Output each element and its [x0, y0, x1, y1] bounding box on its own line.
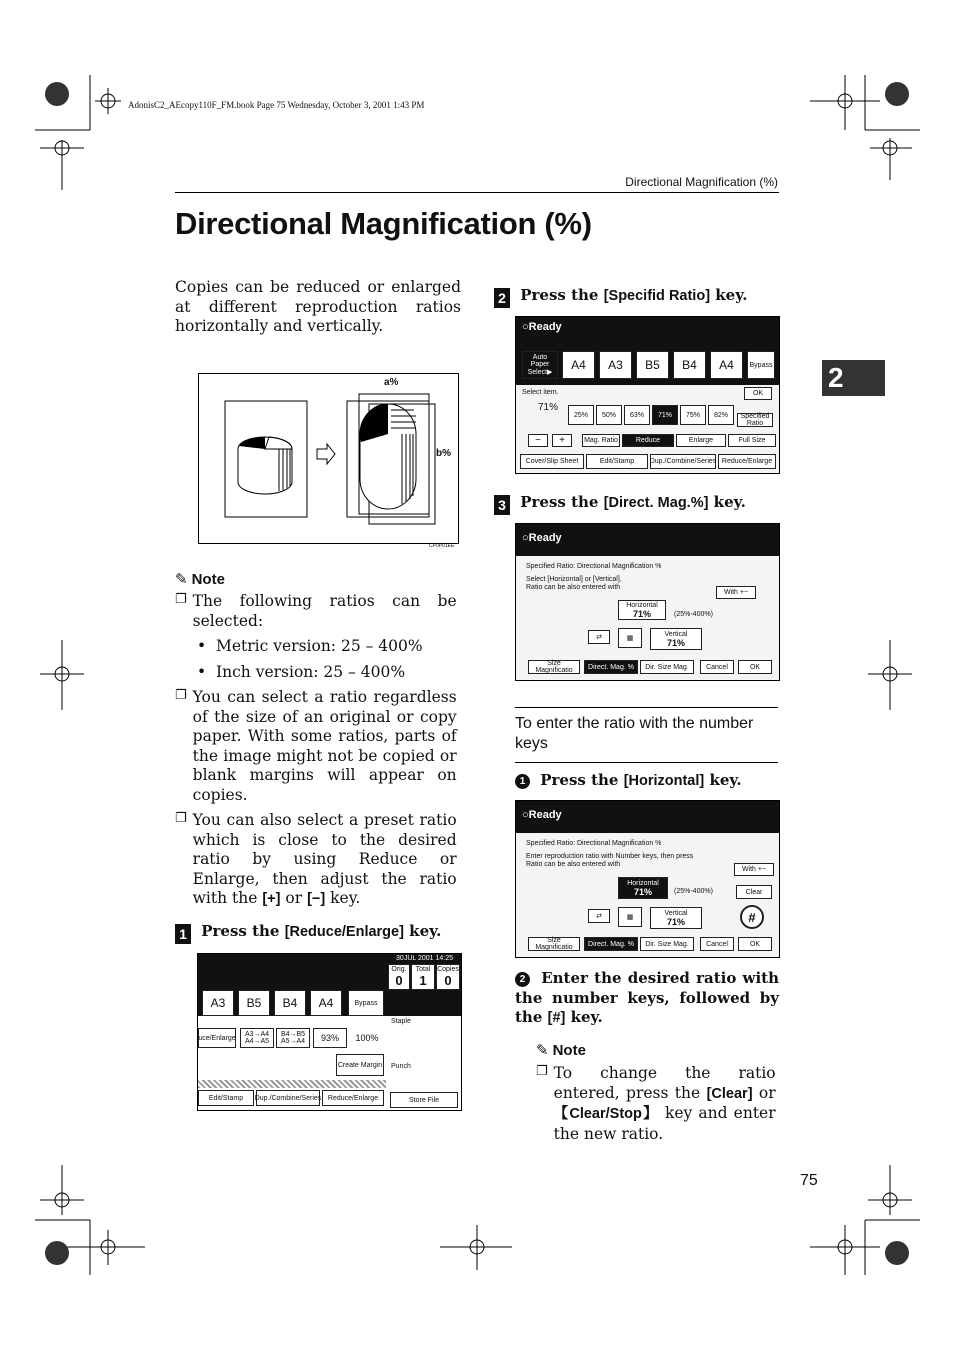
tab-dir-size-mag[interactable]: Dir. Size Mag. — [640, 937, 694, 951]
subsection-rule — [515, 707, 778, 708]
document-icon: ▦ — [618, 628, 642, 648]
paper-tray-4[interactable]: B4 — [673, 351, 706, 379]
vertical-button[interactable] — [650, 628, 702, 650]
step-text: key. — [409, 922, 442, 940]
copies-counter — [436, 964, 460, 990]
substep-number: 2 — [515, 972, 530, 987]
pencil-icon: ✎ — [175, 570, 188, 588]
step-number: 1 — [175, 924, 191, 944]
chapter-tab: 2 — [822, 360, 885, 396]
tab-reduce-enlarge[interactable]: Reduce/Enlarge — [718, 454, 776, 469]
ratio-100: 100% — [355, 1033, 379, 1043]
horizontal-label: Horizontal — [627, 879, 659, 887]
paper-tray-3[interactable]: B5 — [636, 351, 669, 379]
step-number: 3 — [494, 495, 510, 515]
dialog-title: Specified Ratio: Directional Magnification % — [526, 840, 662, 847]
specified-ratio-button[interactable]: Specified Ratio — [737, 413, 773, 427]
note2-text — [554, 1064, 776, 1144]
label-a-percent: a% — [384, 377, 399, 388]
note-heading-label: Note — [191, 571, 225, 588]
bypass-button[interactable]: Bypass — [747, 351, 775, 379]
orig-counter — [388, 964, 410, 990]
preset-ratio-1[interactable]: A3→A4 A4→A5 — [240, 1028, 274, 1048]
running-head: Directional Magnification (%) — [625, 175, 778, 189]
horizontal-value: 71% — [633, 886, 652, 897]
ratio-63[interactable]: 63% — [624, 405, 650, 425]
bypass-button[interactable]: Bypass — [348, 990, 384, 1016]
paper-tray-b5[interactable]: B5 — [238, 990, 270, 1016]
preset-ratio-93[interactable]: 93% — [313, 1028, 347, 1048]
note-text-part: key. — [330, 889, 361, 907]
reduce-enlarge-key: [Reduce/Enlarge] — [284, 924, 404, 940]
hash-key-icon: # — [740, 905, 764, 929]
total-counter — [411, 964, 435, 990]
auto-paper-select[interactable]: Auto Paper Select▶ — [522, 351, 558, 379]
copier-screen-2 — [515, 316, 780, 474]
note2-text-part: To change the ratio entered, press the — [553, 1064, 776, 1102]
instruction-line: Enter reproduction ratio with Number keys, then press — [526, 853, 694, 860]
paper-tray-1[interactable]: A4 — [562, 351, 595, 379]
bullet-inch: Inch version: 25 – 400% — [216, 662, 406, 681]
note-heading — [175, 569, 225, 588]
with-plus-minus-button[interactable]: With +− — [734, 863, 774, 876]
pencil-icon: ✎ — [536, 1041, 549, 1059]
reduce-enlarge-button[interactable]: uce/Enlarge — [198, 1028, 236, 1048]
vertical-value: 71% — [666, 916, 685, 927]
note-item-text: You can select a ratio regardless of the size of an original or copy paper. With some ratios, parts of the image might not be copied or blank margins will appear on copies. — [192, 688, 457, 804]
checkbox-icon: ❐ — [175, 592, 187, 607]
clear-button[interactable]: Clear — [736, 885, 772, 899]
pattern-strip — [198, 1080, 386, 1088]
note-text-or: or — [285, 889, 303, 907]
cancel-button[interactable]: Cancel — [700, 660, 734, 674]
ready-bar: ○Ready — [516, 801, 779, 833]
step-2 — [494, 286, 758, 308]
step-text: key. — [715, 286, 748, 304]
page-number: 75 — [800, 1172, 818, 1189]
step-number: 2 — [494, 288, 510, 308]
note2-item — [536, 1064, 779, 1144]
horizontal-button[interactable] — [618, 600, 666, 620]
ok-button[interactable]: OK — [738, 937, 772, 951]
hash-key: [#] — [547, 1010, 566, 1026]
checkbox-icon: ❐ — [536, 1064, 548, 1079]
bullet-item: • Metric version: 25 – 400% — [197, 637, 423, 655]
substep-b — [515, 969, 779, 1029]
step-text: Press the — [201, 922, 280, 940]
ok-button[interactable]: OK — [744, 387, 772, 400]
subsection-heading: To enter the ratio with the number keys — [515, 715, 754, 752]
copier-screen-4 — [515, 800, 780, 958]
ratio-range: (25%-400%) — [674, 611, 713, 618]
horizontal-button[interactable] — [618, 877, 668, 899]
intro-paragraph: Copies can be reduced or enlarged at different reproduction ratios horizontally and vertically. — [175, 278, 461, 335]
plus-key: [+] — [262, 891, 281, 907]
ok-button[interactable]: OK — [738, 660, 772, 674]
step-text: Press the — [540, 771, 619, 789]
image-icon: ⇄ — [588, 630, 610, 644]
clear-key: [Clear] — [706, 1085, 753, 1102]
ratio-25[interactable]: 25% — [568, 405, 594, 425]
paper-tray-5[interactable]: A4 — [710, 351, 743, 379]
with-plus-minus-button[interactable]: With +− — [716, 586, 756, 599]
header-rule — [175, 192, 779, 193]
instruction-line: Ratio can be also entered with — [526, 861, 621, 868]
checkbox-icon: ❐ — [175, 688, 187, 703]
step-text: key. — [713, 493, 746, 511]
paper-tray-2[interactable]: A3 — [599, 351, 632, 379]
illustration — [198, 373, 459, 549]
total-value: 1 — [419, 973, 427, 988]
note-text-part: You can also select a preset ratio which is close to the desired ratio by using Reduce or Enlarge, then adjust the ratio with the — [192, 811, 457, 907]
tab-direct-mag[interactable]: Direct. Mag. % — [584, 660, 638, 674]
ready-label: Ready — [528, 321, 562, 333]
date-time: 30JUL 2001 14:25 — [396, 955, 453, 962]
vertical-value: 71% — [666, 637, 685, 648]
ratio-50[interactable]: 50% — [596, 405, 622, 425]
tab-edit-stamp[interactable]: Edit/Stamp — [198, 1090, 254, 1106]
step-text: Press the — [520, 493, 599, 511]
instruction-line: Ratio can be also entered with — [526, 584, 621, 591]
note2-heading-label: Note — [552, 1042, 586, 1059]
subsection-rule — [515, 762, 778, 763]
checkbox-icon: ❐ — [175, 811, 187, 826]
tab-dir-size-mag[interactable]: Dir. Size Mag. — [640, 660, 694, 674]
store-file-button[interactable]: Store File — [390, 1092, 458, 1108]
note-item-text — [193, 811, 457, 910]
step-1 — [175, 922, 461, 944]
vertical-label: Vertical — [664, 630, 688, 638]
ratio-range: (25%-400%) — [674, 888, 713, 895]
preset-ratio-2[interactable]: B4→B5 A5→A4 — [276, 1028, 310, 1048]
note2-text-or: or — [758, 1083, 776, 1102]
step-3 — [494, 493, 758, 515]
bullet-item: • Inch version: 25 – 400% — [197, 662, 406, 681]
create-margin-button[interactable]: Create Margin — [336, 1054, 384, 1076]
horizontal-label: Horizontal — [626, 601, 658, 609]
step-text: key. — [709, 771, 742, 789]
note2-heading — [536, 1040, 586, 1059]
file-info-line: AdonisC2_AEcopy110F_FM.book Page 75 Wednesday, October 3, 2001 1:43 PM — [128, 100, 425, 110]
tab-size-magnification[interactable]: Size Magnificatio — [528, 660, 580, 674]
page-title: Directional Magnification (%) — [175, 206, 592, 241]
bullet-metric: Metric version: 25 – 400% — [216, 637, 423, 655]
paper-tray-a4[interactable]: A4 — [310, 990, 342, 1016]
ready-bar: ○Ready — [516, 317, 779, 337]
label-b-percent: b% — [436, 448, 451, 459]
note-item — [175, 811, 461, 910]
plus-button[interactable]: + — [552, 434, 572, 447]
sort-label: Sort — [391, 990, 404, 997]
ready-bar: ○Ready — [516, 524, 779, 556]
tab-direct-mag[interactable]: Direct. Mag. % — [584, 937, 638, 951]
minus-key: [−] — [307, 891, 326, 907]
tab-cover-slip[interactable]: Cover/Slip Sheet — [520, 454, 584, 469]
staple-label: Staple — [391, 1018, 411, 1025]
substep-a — [515, 771, 779, 789]
copier-screen-1 — [197, 953, 462, 1111]
reduce-button[interactable]: Reduce — [622, 434, 674, 447]
paper-tray-b4[interactable]: B4 — [274, 990, 306, 1016]
tab-dup-combine[interactable]: Dup./Combine/Series — [650, 454, 716, 469]
ratio-82[interactable]: 82% — [708, 405, 734, 425]
note-list — [175, 592, 461, 910]
vertical-button[interactable] — [650, 907, 702, 929]
stack-label: Stack — [426, 990, 444, 997]
figure-code: CP0P01EE — [429, 543, 455, 549]
document-icon: ▦ — [618, 907, 642, 927]
step-text: Enter the desired ratio with the number keys, followed by the — [515, 969, 779, 1026]
total-label: Total — [415, 966, 431, 973]
note-item — [175, 592, 461, 631]
full-size-button[interactable]: Full Size — [728, 434, 776, 447]
copies-value: 0 — [444, 973, 452, 988]
current-ratio: 71% — [538, 402, 559, 413]
cancel-button[interactable]: Cancel — [700, 937, 734, 951]
tab-size-magnification[interactable]: Size Magnificatio — [528, 937, 580, 951]
note-item — [175, 688, 461, 805]
substep-number: 1 — [515, 774, 530, 789]
tab-edit-stamp[interactable]: Edit/Stamp — [586, 454, 648, 469]
vertical-label: Vertical — [664, 909, 688, 917]
specified-ratio-key: [Specifid Ratio] — [603, 288, 711, 304]
mag-ratio-button[interactable]: Mag. Ratio — [582, 434, 620, 447]
direct-mag-key: [Direct. Mag.%] — [603, 495, 709, 511]
ready-label: Ready — [528, 809, 562, 821]
horizontal-key: [Horizontal] — [623, 773, 705, 789]
minus-button[interactable]: − — [528, 434, 548, 447]
note-item-text: The following ratios can be selected: — [192, 592, 457, 630]
ratio-71[interactable]: 71% — [652, 405, 678, 425]
dialog-title: Specified Ratio: Directional Magnification % — [526, 563, 662, 570]
step-text: key. — [570, 1008, 603, 1026]
orig-label: Orig. — [391, 966, 407, 973]
clear-stop-key: 【Clear/Stop】 — [553, 1106, 659, 1122]
step-text: Press the — [520, 286, 599, 304]
magnification-diagram — [199, 374, 458, 543]
punch-label: Punch — [391, 1063, 411, 1070]
paper-tray-a3[interactable]: A3 — [202, 990, 234, 1016]
horizontal-value: 71% — [632, 608, 651, 619]
enlarge-button[interactable]: Enlarge — [676, 434, 726, 447]
orig-value: 0 — [395, 973, 403, 988]
tab-dup-combine[interactable]: Dup./Combine/Series — [256, 1090, 320, 1106]
select-item-text: Select item. — [522, 389, 559, 396]
ready-label: Ready — [528, 532, 562, 544]
note2-text-part: key and enter the new ratio. — [553, 1104, 776, 1143]
ratio-75[interactable]: 75% — [680, 405, 706, 425]
copier-screen-3 — [515, 523, 780, 681]
image-icon: ⇄ — [588, 909, 610, 923]
tab-reduce-enlarge[interactable]: Reduce/Enlarge — [322, 1090, 384, 1106]
copies-label: Copies — [437, 966, 459, 973]
instruction-line: Select [Horizontal] or [Vertical]. — [526, 576, 622, 583]
